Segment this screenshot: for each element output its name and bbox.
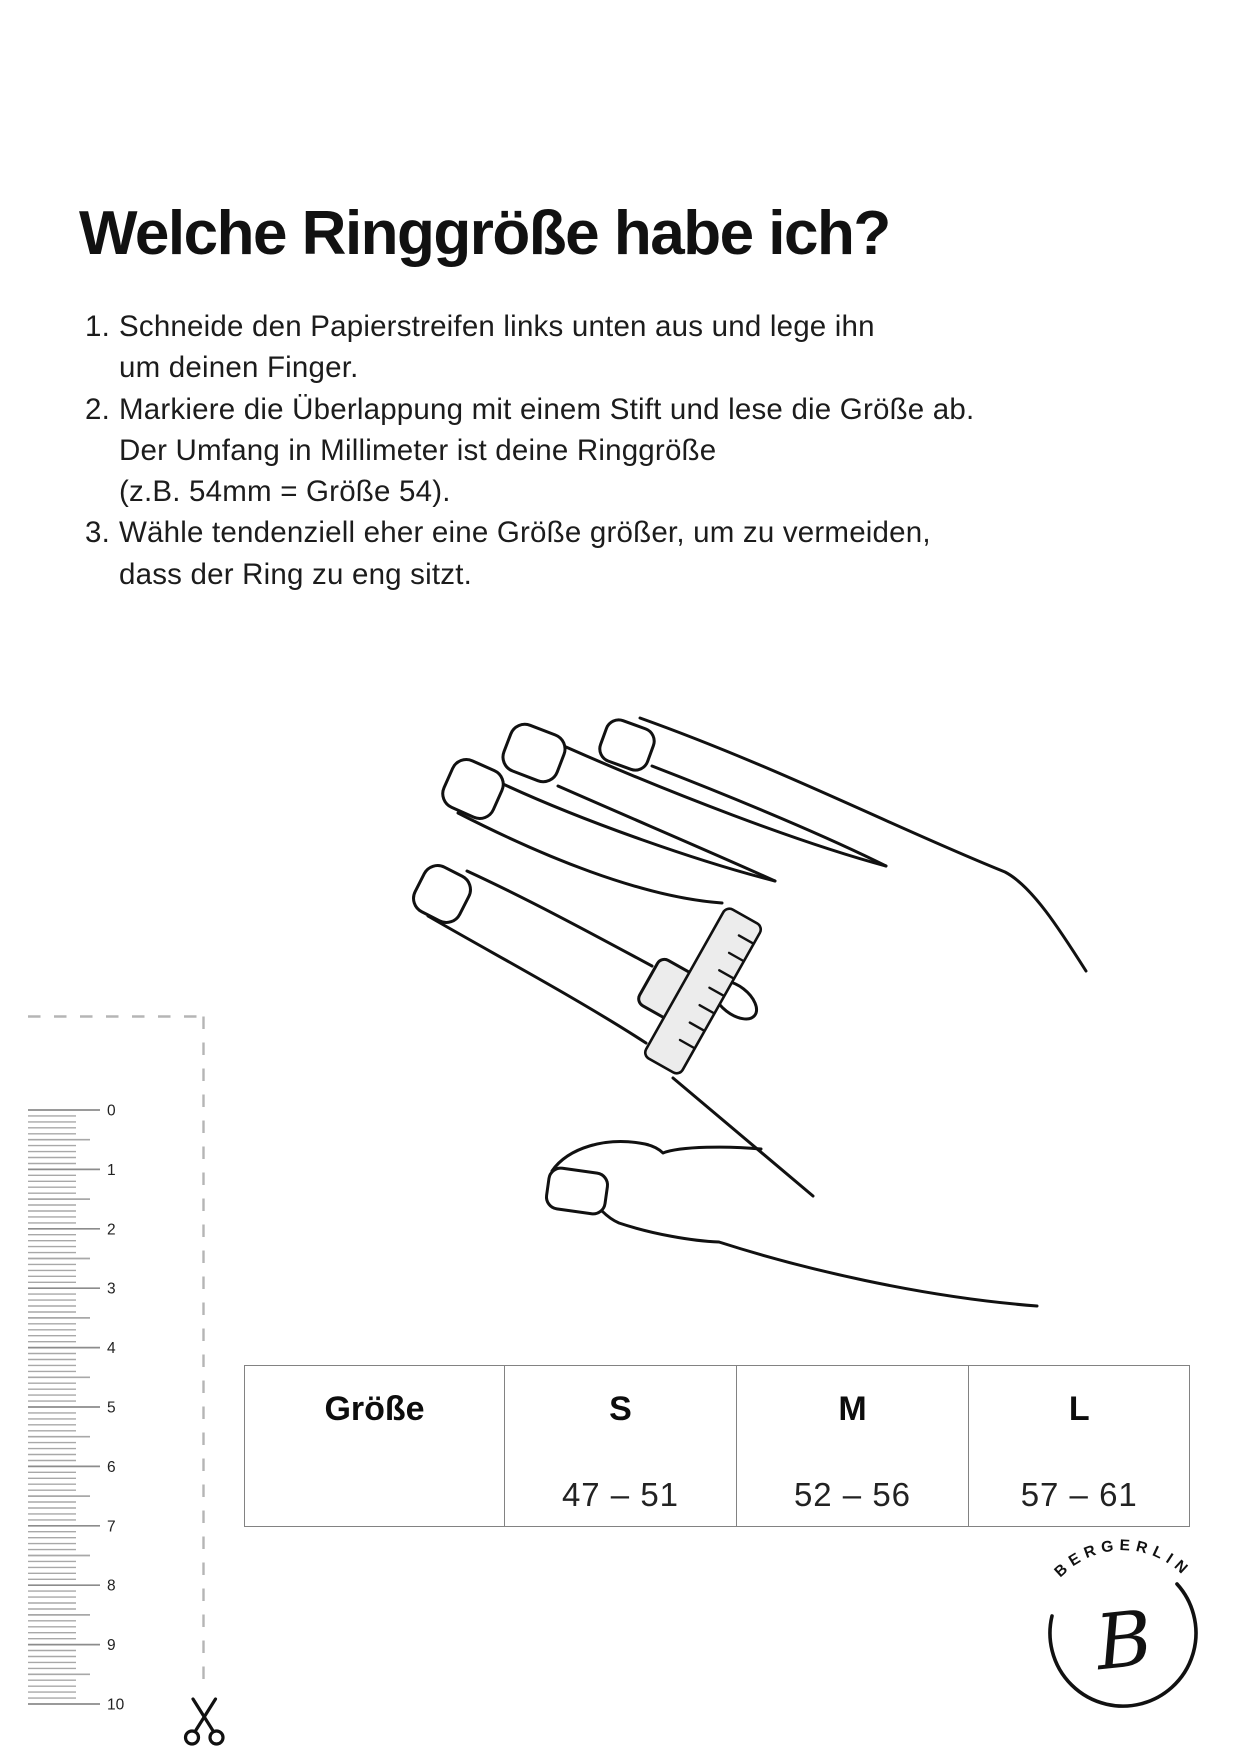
cut-line xyxy=(28,1017,204,1689)
brand-logo xyxy=(1050,1537,1196,1706)
logo-brand-text: BERGERLIN xyxy=(1051,1536,1195,1581)
ring-fingernail xyxy=(438,755,508,824)
finger-base-line xyxy=(673,1078,813,1196)
strip-finger-topside xyxy=(467,871,652,966)
column-header: S xyxy=(609,1390,632,1428)
column-range: 52 – 56 xyxy=(793,1476,912,1513)
column-header: M xyxy=(838,1390,867,1428)
instruction-line: (z.B. 54mm = Größe 54). xyxy=(119,475,451,509)
ruler-label: 2 xyxy=(107,1221,116,1239)
index-finger-underside xyxy=(652,766,886,866)
thumb-top-contour xyxy=(552,1142,761,1171)
step-number: 2. xyxy=(84,392,110,426)
middle-finger-topside xyxy=(566,747,886,866)
ruler xyxy=(28,1103,125,1714)
size-table-column-l xyxy=(968,1366,1190,1526)
ruler-label: 10 xyxy=(107,1696,125,1714)
instruction-line: dass der Ring zu eng sitzt. xyxy=(119,557,473,591)
middle-fingernail xyxy=(499,720,570,786)
ruler-label: 8 xyxy=(107,1577,116,1595)
size-table-column-m xyxy=(736,1366,968,1526)
page-title: Welche Ringgröße habe ich? xyxy=(79,199,890,268)
strip-finger-underside xyxy=(428,916,646,1043)
hand-illustration xyxy=(408,716,1086,1306)
middle-finger-underside xyxy=(558,786,775,881)
ruler-label: 5 xyxy=(107,1399,116,1417)
instruction-line: um deinen Finger. xyxy=(119,351,359,385)
size-table-column-groesse xyxy=(245,1366,504,1526)
thumb-nail xyxy=(545,1167,609,1216)
hand-top-contour xyxy=(640,718,1086,971)
ring-finger-underside xyxy=(458,813,722,903)
scissors-icon xyxy=(186,1699,224,1744)
size-table-column-s xyxy=(504,1366,736,1526)
column-range: 47 – 51 xyxy=(561,1476,680,1513)
instruction-line: Markiere die Überlappung mit einem Stift und lese die Größe ab. xyxy=(119,392,975,426)
ruler-label: 1 xyxy=(107,1161,116,1179)
instruction-line: Der Umfang in Millimeter ist deine Ringgröße xyxy=(119,433,717,467)
instruction-line: Wähle tendenziell eher eine Größe größer, um zu vermeiden, xyxy=(119,516,931,550)
ruler-label: 9 xyxy=(107,1637,116,1655)
column-header: L xyxy=(1068,1390,1090,1428)
ruler-label: 0 xyxy=(107,1102,116,1120)
ruler-label: 3 xyxy=(107,1280,116,1298)
ruler-label: 7 xyxy=(107,1518,116,1536)
thumb-bottom-and-wrist xyxy=(549,1197,1037,1306)
instruction-line: Schneide den Papierstreifen links unten aus und lege ihn xyxy=(119,310,875,343)
logo-monogram: B xyxy=(1091,1592,1157,1688)
step-number: 1. xyxy=(84,310,110,343)
strip-fingernail xyxy=(408,860,475,927)
column-header: Größe xyxy=(324,1390,425,1428)
ruler-label: 4 xyxy=(107,1340,116,1358)
ruler-label: 6 xyxy=(107,1458,116,1476)
ring-size-table xyxy=(244,1365,1190,1527)
column-range: 57 – 61 xyxy=(1020,1476,1138,1513)
step-number: 3. xyxy=(84,516,110,550)
